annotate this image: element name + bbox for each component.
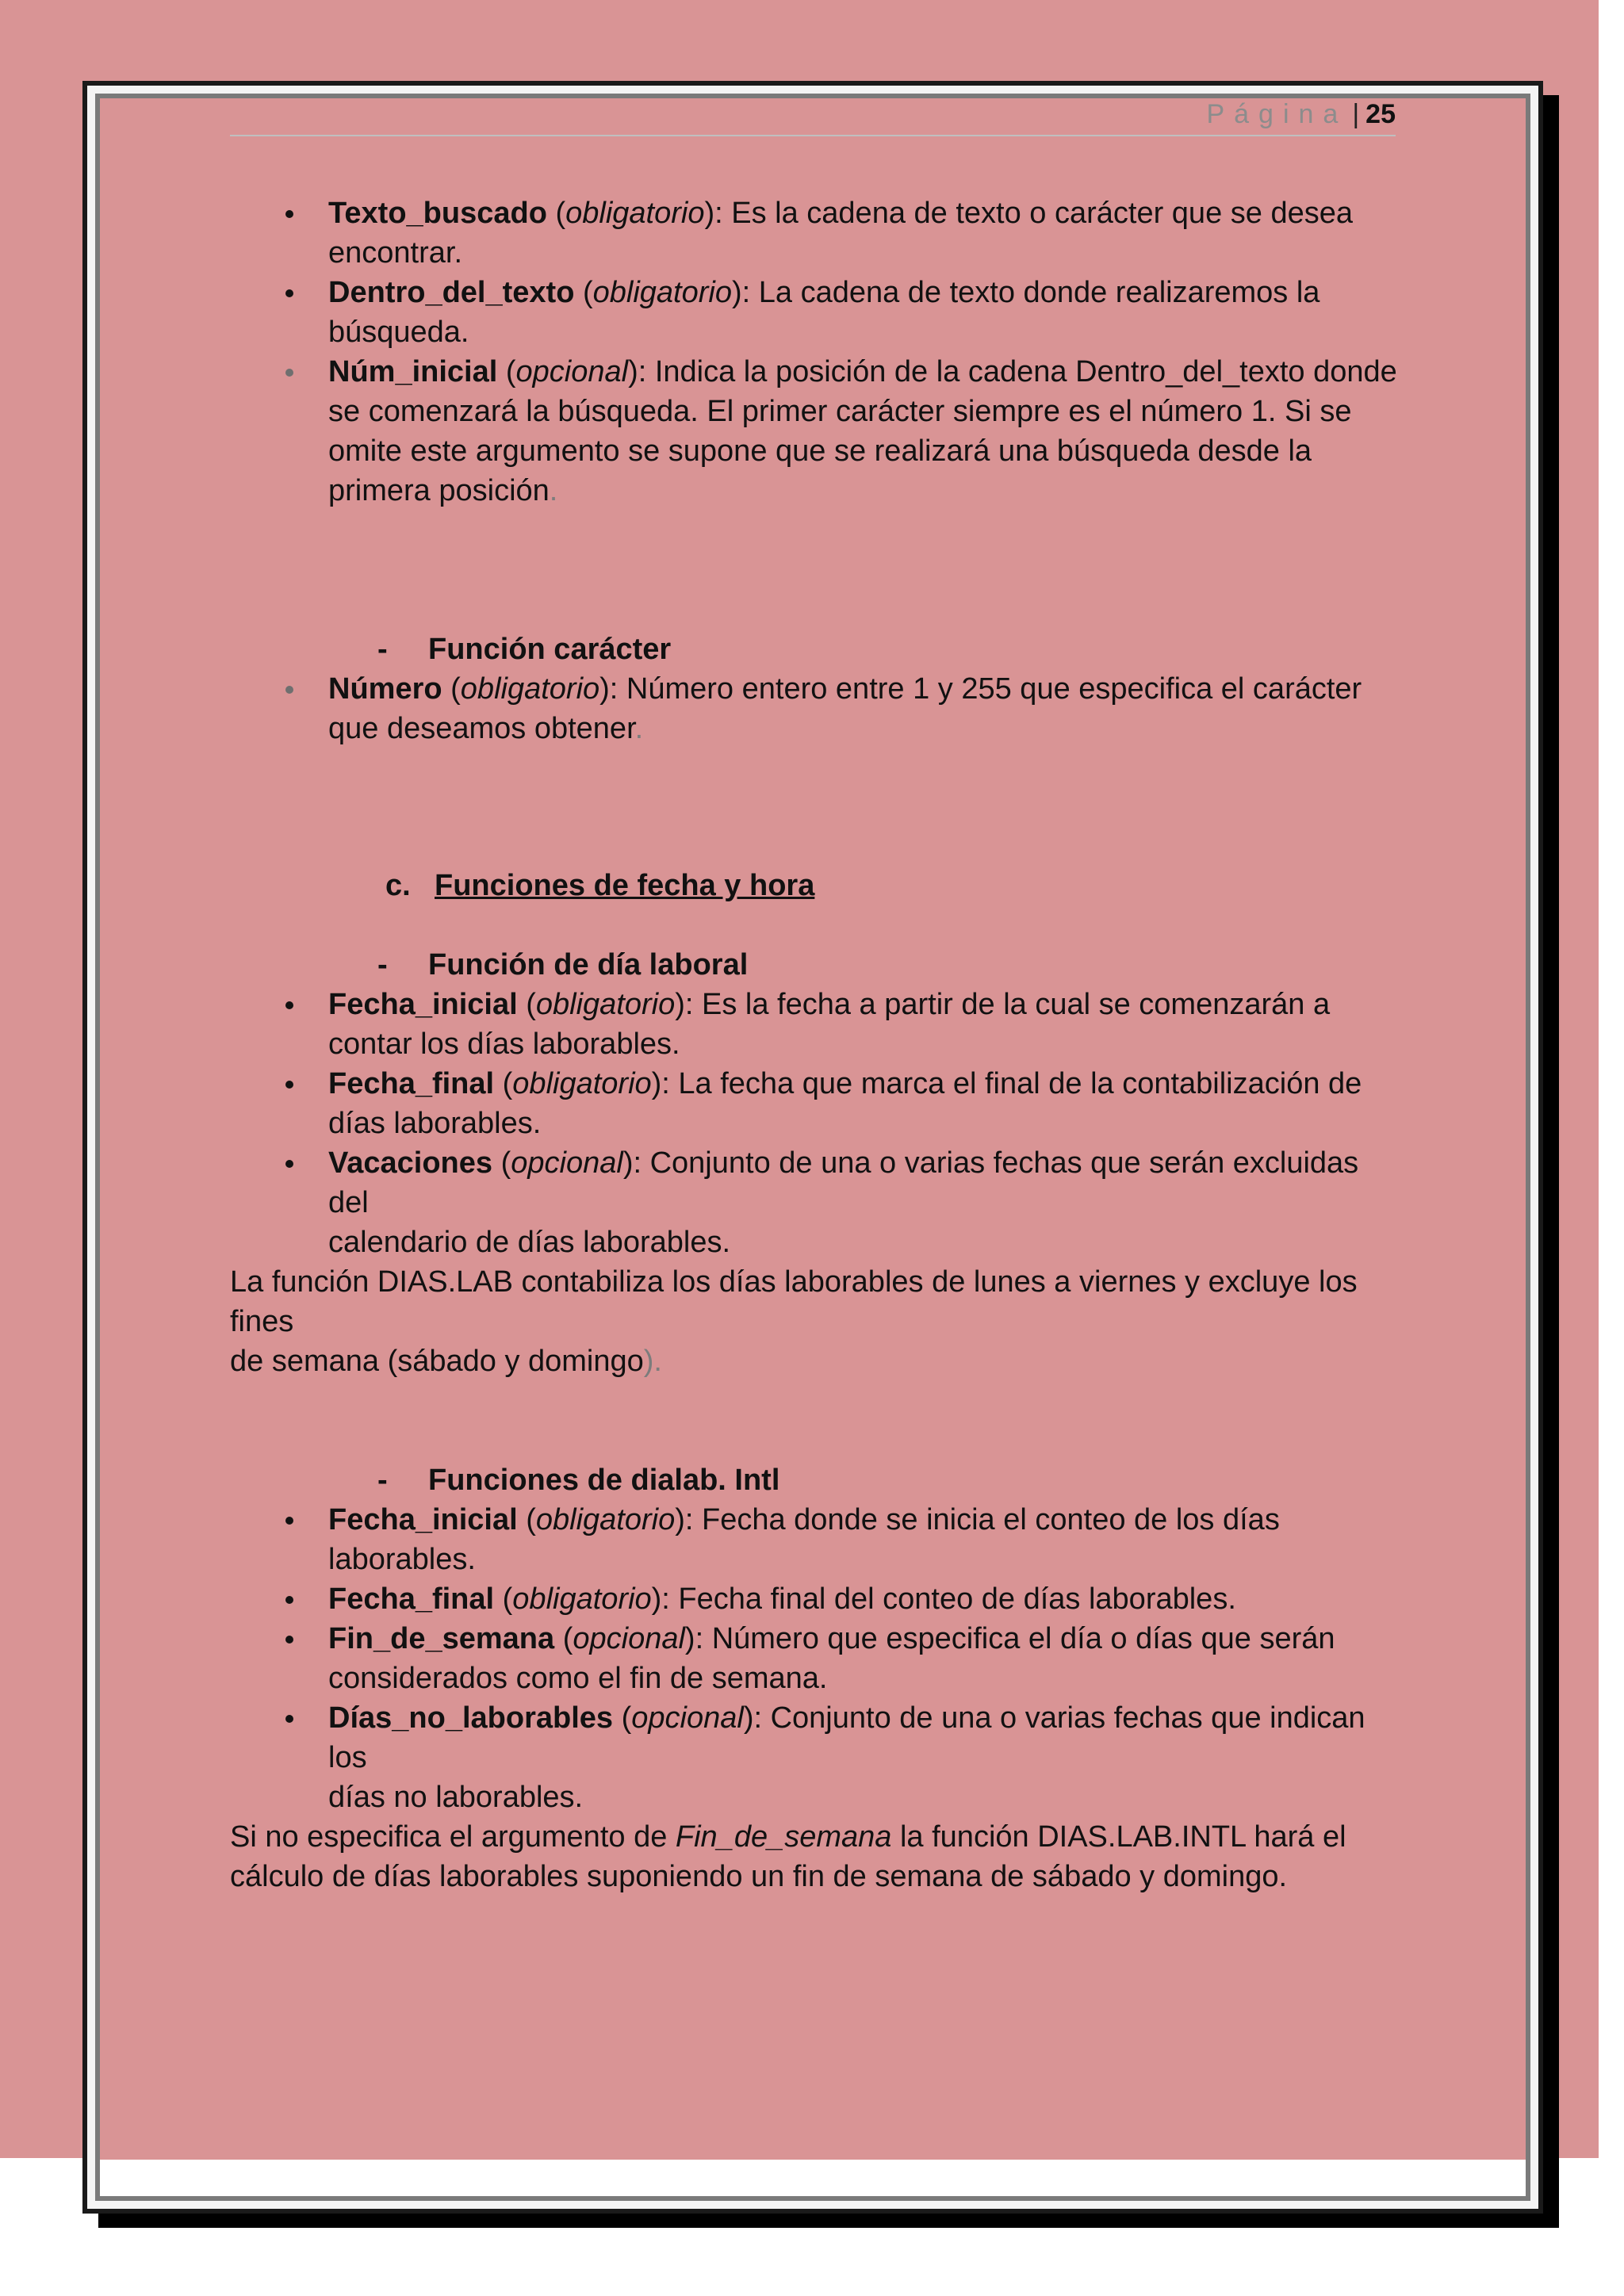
bullet-icon bbox=[285, 1160, 293, 1168]
argument-requirement: obligatorio bbox=[592, 276, 732, 309]
trailing-mark: . bbox=[634, 712, 644, 745]
list-item: Texto_buscado (obligatorio): Es la cadena de texto o carácter que se desea encontrar. bbox=[230, 193, 1404, 273]
argument-requirement: obligatorio bbox=[535, 1503, 676, 1536]
argument-description-cont: laborables. bbox=[328, 1543, 476, 1576]
argument-description: : Conjunto de una o varias fechas que indican los bbox=[328, 1701, 1365, 1774]
paragraph-line: cálculo de días laborables suponiendo un fin de semana de sábado y domingo. bbox=[230, 1860, 1288, 1893]
argument-requirement: opcional bbox=[515, 355, 629, 388]
argument-description: : La cadena de texto donde realizaremos la bbox=[741, 276, 1320, 309]
paragraph-dias-lab-intl bbox=[230, 1817, 1404, 1896]
argument-term: Fecha_final bbox=[328, 1582, 495, 1616]
document-content bbox=[230, 0, 1404, 1903]
argument-description-cont: encontrar. bbox=[328, 236, 462, 270]
page-header bbox=[230, 94, 1396, 136]
paragraph-line: La función DIAS.LAB contabiliza los días laborables de lunes a viernes y excluye los fines bbox=[230, 1265, 1358, 1338]
argument-requirement: obligatorio bbox=[565, 197, 705, 230]
argument-description-cont: búsqueda. bbox=[328, 316, 469, 349]
section-letter: c. bbox=[385, 869, 411, 902]
argument-description: : Número entero entre 1 y 255 que especifica el carácter bbox=[609, 672, 1362, 706]
subheading-title: Función carácter bbox=[428, 633, 672, 666]
argument-requirement: opcional bbox=[511, 1146, 623, 1180]
page-label: Página bbox=[1206, 99, 1348, 129]
argument-description: : Número que especifica el día o días que serán bbox=[695, 1622, 1335, 1655]
list-item: Días_no_laborables (opcional): Conjunto de una o varias fechas que indican los días no laborables. bbox=[230, 1698, 1404, 1817]
dash-marker: - bbox=[377, 1464, 388, 1497]
argument-term: Fecha_final bbox=[328, 1067, 495, 1100]
bullet-icon bbox=[285, 1001, 293, 1009]
argument-description: : Conjunto de una o varias fechas que serán excluidas del bbox=[328, 1146, 1359, 1219]
argument-description-cont: omite este argumento se supone que se realizará una búsqueda desde la bbox=[328, 434, 1312, 468]
paragraph-text: la función DIAS.LAB.INTL hará el bbox=[891, 1820, 1346, 1854]
list-item: Dentro_del_texto (obligatorio): La cadena de texto donde realizaremos la búsqueda. bbox=[230, 273, 1404, 352]
argument-description: : Es la cadena de texto o carácter que se desea bbox=[714, 197, 1353, 230]
bullet-icon bbox=[285, 1715, 293, 1723]
bullet-icon bbox=[285, 686, 293, 694]
bullet-icon bbox=[285, 1596, 293, 1604]
list-item: Vacaciones (opcional): Conjunto de una o varias fechas que serán excluidas del calendario de días laborables. bbox=[230, 1143, 1404, 1262]
bullet-icon bbox=[285, 210, 293, 218]
list-item: Núm_inicial (opcional): Indica la posición de la cadena Dentro_del_texto donde se comenzará la búsqueda. El primer carácter siempre es el número 1. Si se omite este argumento se supone que se realizará una búsqueda desde la primera posición. bbox=[230, 352, 1404, 511]
paragraph-dias-lab bbox=[230, 1262, 1404, 1381]
argument-description-cont: se comenzará la búsqueda. El primer carácter siempre es el número 1. Si se bbox=[328, 395, 1352, 428]
argument-term: Número bbox=[328, 672, 442, 706]
list-item: Fecha_final (obligatorio): La fecha que marca el final de la contabilización de días laborables. bbox=[230, 1064, 1404, 1143]
trailing-mark: ). bbox=[643, 1345, 662, 1378]
bullet-icon bbox=[285, 1081, 293, 1089]
argument-requirement: obligatorio bbox=[460, 672, 600, 706]
list-item: Fin_de_semana (opcional): Número que especifica el día o días que serán considerados como el fin de semana. bbox=[230, 1619, 1404, 1698]
subheading-title: Función de día laboral bbox=[428, 948, 749, 982]
argument-term: Fecha_inicial bbox=[328, 988, 518, 1021]
subheading-title: Funciones de dialab. Intl bbox=[428, 1464, 780, 1497]
argument-list-dialab-intl bbox=[230, 1500, 1404, 1817]
section-title: Funciones de fecha y hora bbox=[435, 869, 815, 902]
argument-term: Fin_de_semana bbox=[328, 1622, 555, 1655]
argument-description: : Fecha donde se inicia el conteo de los días bbox=[684, 1503, 1280, 1536]
list-item: Fecha_final (obligatorio): Fecha final del conteo de días laborables. bbox=[230, 1579, 1404, 1619]
argument-requirement: obligatorio bbox=[535, 988, 676, 1021]
argument-term: Fecha_inicial bbox=[328, 1503, 518, 1536]
argument-list-caracter bbox=[230, 669, 1404, 748]
list-item: Número (obligatorio): Número entero entre 1 y 255 que especifica el carácter que deseamos obtener. bbox=[230, 669, 1404, 748]
dash-marker: - bbox=[377, 948, 388, 982]
argument-term: Días_no_laborables bbox=[328, 1701, 614, 1735]
argument-description: : Indica la posición de la cadena Dentro_del_texto donde bbox=[638, 355, 1397, 388]
page-separator: | bbox=[1352, 99, 1360, 129]
argument-term: Vacaciones bbox=[328, 1146, 493, 1180]
argument-list-dia-laboral bbox=[230, 985, 1404, 1262]
bullet-icon bbox=[285, 369, 293, 377]
argument-description-cont: días no laborables. bbox=[328, 1781, 584, 1814]
argument-description-cont: días laborables. bbox=[328, 1107, 542, 1140]
bullet-icon bbox=[285, 1517, 293, 1525]
argument-term: Núm_inicial bbox=[328, 355, 498, 388]
argument-description-cont: primera posición bbox=[328, 474, 550, 507]
argument-description-cont: calendario de días laborables. bbox=[328, 1226, 731, 1259]
argument-term: Dentro_del_texto bbox=[328, 276, 575, 309]
argument-description-cont: que deseamos obtener bbox=[328, 712, 635, 745]
section-heading-c bbox=[385, 866, 814, 905]
argument-requirement: opcional bbox=[631, 1701, 744, 1735]
argument-description-cont: considerados como el fin de semana. bbox=[328, 1662, 828, 1695]
argument-description-cont: contar los días laborables. bbox=[328, 1027, 680, 1061]
paragraph-text: Si no especifica el argumento de bbox=[230, 1820, 676, 1854]
argument-description: : Fecha final del conteo de días laborables. bbox=[661, 1582, 1236, 1616]
argument-requirement: opcional bbox=[573, 1622, 685, 1655]
trailing-mark: . bbox=[549, 474, 558, 507]
argument-requirement: obligatorio bbox=[512, 1582, 652, 1616]
list-item: Fecha_inicial (obligatorio): Es la fecha a partir de la cual se comenzarán a contar los días laborables. bbox=[230, 985, 1404, 1064]
bullet-icon bbox=[285, 289, 293, 297]
argument-description: : Es la fecha a partir de la cual se comenzarán a bbox=[684, 988, 1331, 1021]
page-number: 25 bbox=[1365, 99, 1396, 129]
paragraph-line: de semana (sábado y domingo bbox=[230, 1345, 644, 1378]
bullet-icon bbox=[285, 1636, 293, 1644]
argument-description: : La fecha que marca el final de la contabilización de bbox=[661, 1067, 1362, 1100]
argument-list-buscar bbox=[230, 193, 1404, 511]
argument-requirement: obligatorio bbox=[512, 1067, 652, 1100]
dash-marker: - bbox=[377, 633, 388, 666]
argument-term: Texto_buscado bbox=[328, 197, 547, 230]
list-item: Fecha_inicial (obligatorio): Fecha donde se inicia el conteo de los días laborables. bbox=[230, 1500, 1404, 1579]
paragraph-italic-term: Fin_de_semana bbox=[675, 1820, 892, 1854]
